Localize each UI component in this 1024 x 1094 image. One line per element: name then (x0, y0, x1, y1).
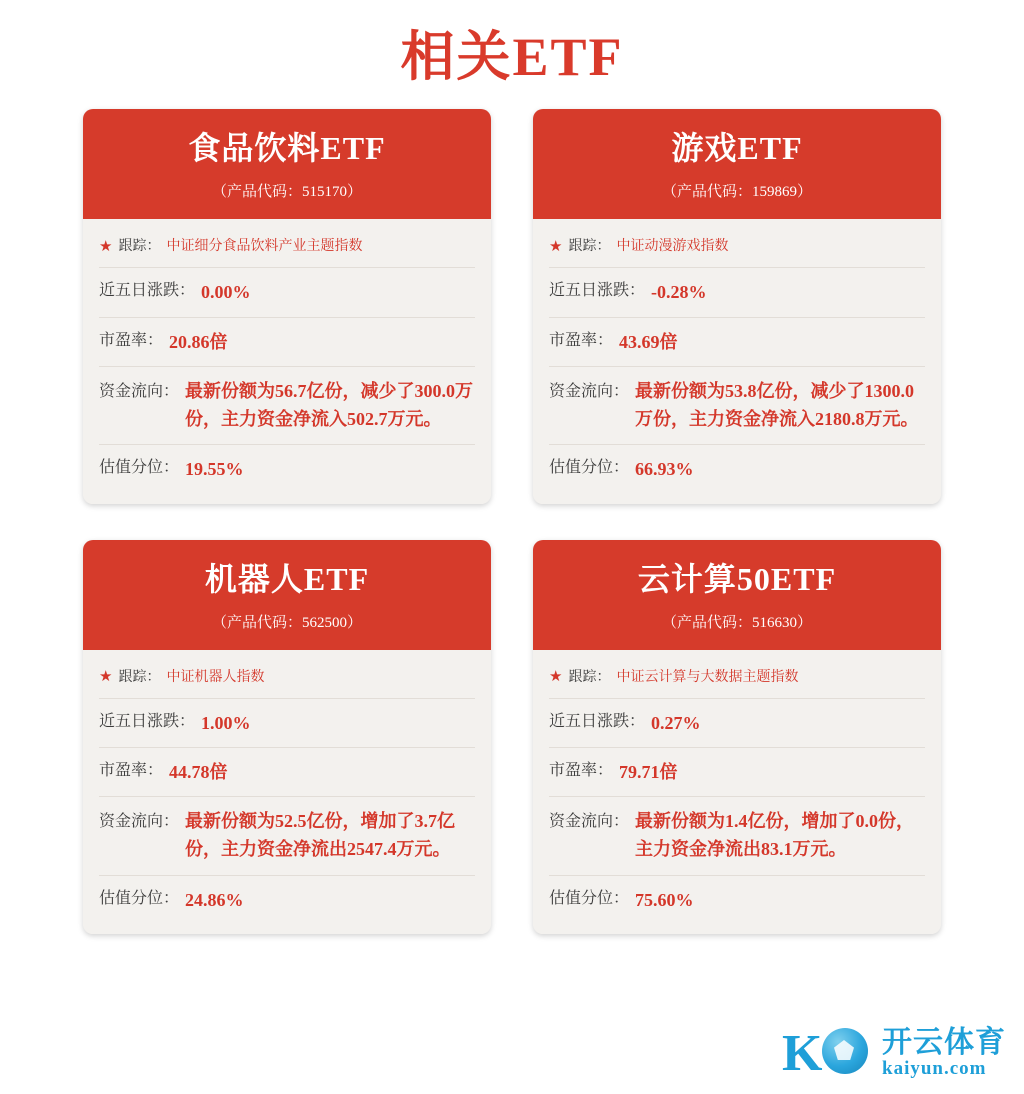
kaiyun-logo-icon (782, 1022, 874, 1084)
card-header (83, 109, 491, 219)
etf-card[interactable] (533, 109, 941, 504)
five-day-row (99, 699, 475, 748)
pe-value: 79.71倍 (619, 762, 678, 783)
flow-label: 资金流向： (549, 813, 630, 831)
valuation-label: 估值分位： (99, 890, 180, 907)
card-body (533, 219, 941, 503)
pe-value: 44.78倍 (169, 762, 228, 783)
flow-value: 最新份额为52.5亿份，增加了3.7亿份，主力资金净流出2547.4万元。 (185, 811, 456, 860)
valuation-value: 24.86% (185, 890, 244, 910)
card-body (533, 650, 941, 934)
pe-value: 20.86倍 (169, 331, 228, 352)
pe-row (549, 748, 925, 797)
valuation-row (99, 876, 475, 924)
valuation-value: 66.93% (635, 459, 694, 480)
star-icon: ★ (99, 238, 113, 255)
five-day-label: 近五日涨跌： (99, 713, 196, 731)
star-icon: ★ (549, 669, 563, 686)
flow-value: 最新份额为53.8亿份，减少了1300.0万份，主力资金净流入2180.8万元。 (635, 380, 919, 429)
valuation-label: 估值分位： (99, 459, 180, 477)
etf-code: （产品代码：516630） (661, 614, 812, 631)
track-value: 中证机器人指数 (166, 669, 265, 685)
track-label: 跟踪： (568, 239, 611, 255)
etf-card[interactable] (83, 540, 491, 935)
flow-label: 资金流向： (99, 813, 180, 831)
five-day-value: 0.27% (651, 713, 701, 734)
etf-code: （产品代码：159869） (661, 184, 812, 201)
watermark-brand-en: kaiyun.com (882, 1057, 987, 1079)
flow-row (99, 797, 475, 876)
flow-value: 最新份额为56.7亿份，减少了300.0万份，主力资金净流入502.7万元。 (185, 380, 474, 429)
pe-label: 市盈率： (549, 331, 614, 349)
pe-label: 市盈率： (99, 762, 164, 780)
pe-row (549, 318, 925, 367)
valuation-row (549, 445, 925, 493)
star-icon: ★ (549, 238, 563, 255)
five-day-value: 1.00% (201, 713, 251, 734)
football-icon (822, 1028, 868, 1074)
card-header (533, 540, 941, 650)
etf-card[interactable] (533, 540, 941, 935)
five-day-row (99, 268, 475, 317)
card-header (533, 109, 941, 219)
etf-name: 机器人ETF (204, 560, 370, 597)
etf-name: 食品饮料ETF (188, 130, 386, 166)
watermark (782, 1022, 1006, 1084)
card-body (83, 650, 491, 934)
page-title: 相关ETF (400, 27, 624, 87)
pe-row (99, 748, 475, 797)
valuation-row (99, 445, 475, 493)
track-value: 中证动漫游戏指数 (616, 239, 729, 255)
pe-label: 市盈率： (99, 331, 164, 349)
valuation-value: 19.55% (185, 459, 244, 480)
star-icon: ★ (99, 669, 113, 686)
etf-card-grid (0, 109, 1024, 934)
track-row (549, 225, 925, 268)
flow-value: 最新份额为1.4亿份，增加了0.0份，主力资金净流出83.1万元。 (635, 811, 915, 860)
valuation-label: 估值分位： (549, 459, 630, 477)
track-row (99, 225, 475, 268)
etf-name: 云计算50ETF (637, 560, 837, 597)
track-value: 中证云计算与大数据主题指数 (616, 669, 799, 685)
card-header (83, 540, 491, 650)
five-day-label: 近五日涨跌： (549, 282, 646, 300)
logo-letter: K (782, 1025, 823, 1082)
watermark-brand-cn: 开云体育 (882, 1026, 1006, 1060)
valuation-label: 估值分位： (549, 890, 630, 907)
pe-value: 43.69倍 (619, 331, 678, 352)
flow-row (549, 797, 925, 876)
valuation-value: 75.60% (635, 890, 694, 910)
card-body (83, 219, 491, 503)
track-label: 跟踪： (118, 239, 161, 255)
pe-row (99, 318, 475, 367)
five-day-label: 近五日涨跌： (549, 713, 646, 731)
track-label: 跟踪： (118, 669, 161, 685)
track-label: 跟踪： (568, 669, 611, 685)
flow-row (99, 367, 475, 446)
five-day-value: -0.28% (651, 282, 707, 303)
watermark-text (882, 1027, 1006, 1078)
flow-row (549, 367, 925, 446)
etf-name: 游戏ETF (671, 130, 803, 166)
flow-label: 资金流向： (549, 382, 630, 400)
five-day-label: 近五日涨跌： (99, 282, 196, 300)
etf-code: （产品代码：515170） (211, 184, 362, 201)
track-value: 中证细分食品饮料产业主题指数 (166, 239, 363, 255)
five-day-value: 0.00% (201, 282, 251, 303)
five-day-row (549, 699, 925, 748)
five-day-row (549, 268, 925, 317)
flow-label: 资金流向： (99, 382, 180, 400)
etf-code: （产品代码：562500） (211, 614, 362, 631)
valuation-row (549, 876, 925, 924)
pe-label: 市盈率： (549, 762, 614, 780)
etf-card[interactable] (83, 109, 491, 504)
track-row (549, 656, 925, 699)
track-row (99, 656, 475, 699)
